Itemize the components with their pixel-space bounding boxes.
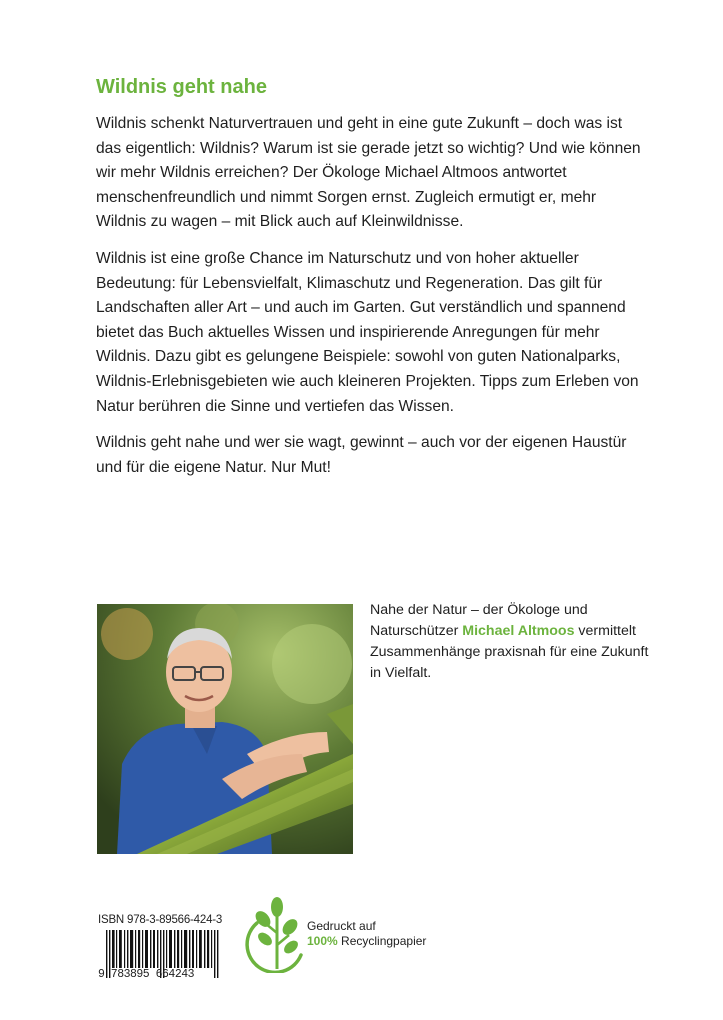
paragraph-2: Wildnis ist eine große Chance im Naturschutz und von hoher aktueller Bedeutung: für Lebensvielfalt, Klimaschutz und Regeneration. Das gilt für Landschaften aller Art – und auch im Garten. Gut verständlich und spannend bietet das Buch aktuelles Wissen und inspirierende Anregungen für mehr Wildnis. Dazu gibt es gelungene Beispiele: sowohl von guten Nationalparks, Wildnis-Erlebnisgebieten wie auch kleineren Projekten. Tipps zum Erleben von Natur berühren die Sinne und vertiefen das Wissen. — [96, 249, 639, 415]
isbn-label: ISBN 978-3-89566-424-3 — [98, 914, 223, 926]
paragraph-1: Wildnis schenkt Naturvertrauen und geht in eine gute Zukunft – doch was ist das eigentlich: Wildnis? Warum ist sie gerade jetzt so wichtig? Und wie können wir mehr Wildnis erreichen? Der Ökologe Michael Altmoos antwortet menschenfreundlich und nimmt Sorgen ernst. Zugleich ermutigt er, mehr Wildnis zu wagen – mit Blick auch auf Kleinwildnisse. — [96, 115, 641, 231]
author-caption — [370, 600, 660, 684]
caption-text-end: vermittelt Zusammenhänge praxisnah für eine Zukunft in Vielfalt. — [370, 623, 649, 681]
barcode-digits: 9 783895 664243 — [98, 968, 195, 981]
caption-text-start: Nahe der Natur – der Ökologe und Naturschützer — [370, 602, 588, 639]
blurb-text — [96, 112, 641, 492]
tree-icon — [243, 893, 307, 973]
recycling-note — [307, 919, 426, 949]
author-name: Michael Altmoos — [462, 623, 575, 639]
eco-line-1: Gedruckt auf — [307, 919, 376, 933]
eco-percent: 100% — [307, 934, 338, 948]
paragraph-3: Wildnis geht nahe und wer sie wagt, gewinnt – auch vor der eigenen Haustür und für die eigene Natur. Nur Mut! — [96, 434, 627, 476]
eco-line-2-rest: Recyclingpapier — [337, 934, 427, 948]
eco-line-2 — [307, 934, 426, 949]
author-photo-illustration — [97, 604, 353, 854]
headline: Wildnis geht nahe — [96, 76, 267, 98]
author-photo — [97, 604, 353, 854]
